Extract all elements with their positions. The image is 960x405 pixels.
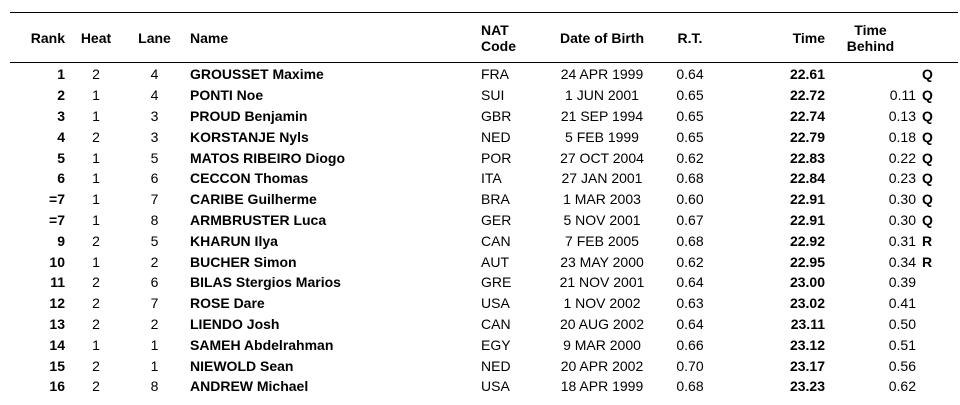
- time-behind: 0.34: [888, 253, 916, 270]
- heat-cell: 2: [92, 378, 100, 395]
- reaction-time: 0.65: [676, 128, 704, 145]
- lane-cell: 1: [150, 336, 159, 353]
- nat-code: GBR: [481, 107, 512, 124]
- lane-cell: 2: [150, 315, 159, 332]
- rank-cell: 4: [57, 128, 65, 145]
- header-rank: Rank: [30, 29, 65, 46]
- reaction-time: 0.68: [676, 232, 704, 249]
- date-of-birth: 1 MAR 2003: [563, 191, 641, 208]
- header-nat-code: [481, 13, 549, 62]
- heat-cell: 2: [92, 357, 100, 374]
- reaction-time: 0.62: [676, 253, 704, 270]
- header-qualifier: [916, 13, 960, 62]
- reaction-time: 0.64: [676, 66, 704, 83]
- time-behind: 0.39: [888, 274, 916, 291]
- athlete-name: CECCON Thomas: [190, 170, 309, 187]
- heat-cell: 2: [92, 232, 100, 249]
- lane-cell: 7: [150, 191, 159, 208]
- rank-cell: 9: [57, 232, 65, 249]
- lane-cell: 8: [150, 378, 159, 395]
- time-behind: [825, 62, 916, 85]
- header-lane: Lane: [138, 29, 171, 46]
- athlete-name: ANDREW Michael: [190, 378, 309, 395]
- results-table: [10, 13, 960, 397]
- nat-code: POR: [481, 149, 512, 166]
- result-time: 22.83: [789, 149, 825, 166]
- table-row: [10, 230, 960, 251]
- athlete-name: SAMEH Abdelrahman: [190, 336, 334, 353]
- qualifier-mark: [916, 293, 960, 314]
- table-row: [10, 106, 960, 127]
- heat-cell: 2: [92, 128, 100, 145]
- nat-code: AUT: [481, 253, 509, 270]
- date-of-birth: 27 OCT 2004: [560, 149, 644, 166]
- time-behind: 0.62: [888, 378, 916, 395]
- athlete-name: BUCHER Simon: [190, 253, 297, 270]
- lane-cell: 5: [150, 149, 159, 166]
- rank-cell: 12: [49, 295, 65, 312]
- result-time: 23.00: [789, 274, 825, 291]
- qualifier-mark: Q: [922, 191, 933, 208]
- time-behind: 0.30: [888, 211, 916, 228]
- table-row: [10, 272, 960, 293]
- nat-code: EGY: [481, 336, 511, 353]
- qualifier-mark: [916, 355, 960, 376]
- result-time: 22.92: [789, 232, 825, 249]
- results-body: [10, 62, 960, 397]
- result-time: 23.11: [790, 315, 825, 332]
- header-reaction-time: R.T.: [677, 29, 703, 46]
- result-time: 22.72: [789, 87, 825, 104]
- date-of-birth: 9 MAR 2000: [563, 336, 641, 353]
- header-date-of-birth: Date of Birth: [560, 29, 644, 46]
- rank-cell: 16: [49, 378, 65, 395]
- heat-cell: 1: [92, 211, 100, 228]
- lane-cell: 6: [150, 274, 159, 291]
- date-of-birth: 18 APR 1999: [560, 378, 644, 395]
- qualifier-mark: R: [922, 232, 933, 249]
- date-of-birth: 5 FEB 1999: [565, 128, 639, 145]
- qualifier-mark: R: [922, 253, 933, 270]
- reaction-time: 0.68: [676, 170, 704, 187]
- qualifier-mark: [916, 272, 960, 293]
- athlete-name: BILAS Stergios Marios: [190, 274, 341, 291]
- nat-code: SUI: [481, 87, 505, 104]
- rank-cell: 14: [49, 336, 65, 353]
- lane-cell: 3: [150, 128, 159, 145]
- date-of-birth: 24 APR 1999: [560, 66, 644, 83]
- lane-cell: 4: [150, 87, 159, 104]
- nat-code: CAN: [481, 315, 511, 332]
- heat-cell: 2: [92, 274, 100, 291]
- reaction-time: 0.65: [676, 87, 704, 104]
- rank-cell: =7: [49, 211, 65, 228]
- athlete-name: CARIBE Guilherme: [190, 191, 317, 208]
- rank-cell: 2: [57, 87, 65, 104]
- time-behind: 0.11: [889, 87, 916, 104]
- reaction-time: 0.60: [676, 191, 704, 208]
- nat-code: FRA: [481, 66, 509, 83]
- result-time: 22.61: [789, 66, 825, 83]
- table-row: [10, 126, 960, 147]
- rank-cell: 5: [57, 149, 65, 166]
- lane-cell: 8: [150, 211, 159, 228]
- lane-cell: 7: [150, 295, 159, 312]
- qualifier-mark: Q: [922, 107, 933, 124]
- qualifier-mark: Q: [922, 149, 933, 166]
- reaction-time: 0.66: [676, 336, 704, 353]
- header-behind-line2: Behind: [846, 37, 895, 54]
- table-row: [10, 62, 960, 85]
- reaction-time: 0.64: [676, 274, 704, 291]
- table-row: [10, 251, 960, 272]
- table-row: [10, 189, 960, 210]
- rank-cell: 3: [57, 107, 65, 124]
- athlete-name: GROUSSET Maxime: [190, 66, 324, 83]
- heat-cell: 2: [92, 66, 100, 83]
- athlete-name: PONTI Noe: [190, 87, 264, 104]
- heat-cell: 2: [92, 295, 100, 312]
- qualifier-mark: Q: [922, 66, 933, 83]
- heat-cell: 1: [92, 170, 100, 187]
- table-header: [10, 13, 960, 62]
- rank-cell: =7: [49, 191, 65, 208]
- time-behind: 0.50: [888, 315, 916, 332]
- table-row: [10, 355, 960, 376]
- time-behind: 0.30: [888, 191, 916, 208]
- reaction-time: 0.67: [676, 211, 704, 228]
- athlete-name: KHARUN Ilya: [190, 232, 278, 249]
- rank-cell: 10: [49, 253, 65, 270]
- heat-cell: 1: [92, 191, 100, 208]
- date-of-birth: 21 SEP 1994: [560, 107, 644, 124]
- nat-code: GER: [481, 211, 512, 228]
- result-time: 22.91: [789, 191, 825, 208]
- rank-cell: 13: [49, 315, 65, 332]
- reaction-time: 0.63: [676, 295, 704, 312]
- table-row: [10, 334, 960, 355]
- date-of-birth: 21 NOV 2001: [559, 274, 645, 291]
- heat-cell: 1: [92, 149, 100, 166]
- heat-cell: 1: [92, 107, 100, 124]
- athlete-name: ARMBRUSTER Luca: [190, 211, 327, 228]
- date-of-birth: 5 NOV 2001: [563, 211, 641, 228]
- athlete-name: KORSTANJE Nyls: [190, 128, 309, 145]
- reaction-time: 0.62: [676, 149, 704, 166]
- date-of-birth: 20 APR 2002: [560, 357, 644, 374]
- qualifier-mark: Q: [922, 128, 933, 145]
- header-time: Time: [792, 29, 825, 46]
- result-time: 23.17: [789, 357, 825, 374]
- nat-code: NED: [481, 357, 511, 374]
- heat-cell: 1: [92, 336, 100, 353]
- reaction-time: 0.65: [676, 107, 704, 124]
- date-of-birth: 1 NOV 2002: [563, 295, 641, 312]
- table-row: [10, 210, 960, 231]
- time-behind: 0.13: [888, 107, 916, 124]
- reaction-time: 0.64: [676, 315, 704, 332]
- result-time: 22.95: [789, 253, 825, 270]
- rank-cell: 15: [49, 357, 65, 374]
- result-time: 22.84: [789, 170, 825, 187]
- header-time-behind: [825, 13, 916, 62]
- result-time: 23.02: [789, 295, 825, 312]
- rank-cell: 11: [50, 274, 65, 291]
- reaction-time: 0.70: [676, 357, 704, 374]
- result-time: 22.91: [789, 211, 825, 228]
- qualifier-mark: [916, 334, 960, 355]
- table-row: [10, 168, 960, 189]
- table-row: [10, 293, 960, 314]
- table-row: [10, 376, 960, 397]
- nat-code: BRA: [481, 191, 510, 208]
- nat-code: NED: [481, 128, 511, 145]
- header-heat: Heat: [80, 29, 112, 46]
- result-time: 23.12: [789, 336, 825, 353]
- nat-code: ITA: [481, 170, 502, 187]
- header-name: Name: [190, 29, 229, 46]
- nat-code: GRE: [481, 274, 512, 291]
- lane-cell: 3: [150, 107, 159, 124]
- nat-code: USA: [481, 295, 510, 312]
- rank-cell: 6: [57, 170, 65, 187]
- athlete-name: MATOS RIBEIRO Diogo: [190, 149, 346, 166]
- date-of-birth: 23 MAY 2000: [560, 253, 644, 270]
- lane-cell: 6: [150, 170, 159, 187]
- qualifier-mark: Q: [922, 211, 933, 228]
- result-time: 22.79: [789, 128, 825, 145]
- qualifier-mark: Q: [922, 87, 933, 104]
- rank-cell: 1: [57, 66, 65, 83]
- nat-code: USA: [481, 378, 510, 395]
- heat-cell: 2: [92, 315, 100, 332]
- lane-cell: 2: [150, 253, 159, 270]
- time-behind: 0.56: [888, 357, 916, 374]
- time-behind: 0.18: [888, 128, 916, 145]
- heat-cell: 1: [92, 87, 100, 104]
- athlete-name: ROSE Dare: [190, 295, 265, 312]
- reaction-time: 0.68: [676, 378, 704, 395]
- time-behind: 0.23: [888, 170, 916, 187]
- header-nat-line1: NAT: [481, 21, 509, 38]
- time-behind: 0.31: [888, 232, 916, 249]
- qualifier-mark: Q: [922, 170, 933, 187]
- result-time: 23.23: [789, 378, 825, 395]
- header-nat-line2: Code: [481, 37, 516, 54]
- date-of-birth: 27 JAN 2001: [561, 170, 643, 187]
- time-behind: 0.51: [888, 336, 916, 353]
- header-behind-line1: Time: [854, 21, 887, 38]
- heat-cell: 1: [92, 253, 100, 270]
- athlete-name: PROUD Benjamin: [190, 107, 308, 124]
- nat-code: CAN: [481, 232, 511, 249]
- time-behind: 0.22: [888, 149, 916, 166]
- athlete-name: NIEWOLD Sean: [190, 357, 294, 374]
- qualifier-mark: [916, 314, 960, 335]
- date-of-birth: 20 AUG 2002: [559, 315, 645, 332]
- date-of-birth: 1 JUN 2001: [565, 87, 639, 104]
- athlete-name: LIENDO Josh: [190, 315, 280, 332]
- qualifier-mark: [916, 376, 960, 397]
- lane-cell: 1: [150, 357, 159, 374]
- result-time: 22.74: [789, 107, 825, 124]
- header-row: [10, 13, 960, 62]
- date-of-birth: 7 FEB 2005: [565, 232, 639, 249]
- time-behind: 0.41: [888, 295, 916, 312]
- table-row: [10, 314, 960, 335]
- table-row: [10, 85, 960, 106]
- lane-cell: 4: [150, 66, 159, 83]
- lane-cell: 5: [150, 232, 159, 249]
- table-row: [10, 147, 960, 168]
